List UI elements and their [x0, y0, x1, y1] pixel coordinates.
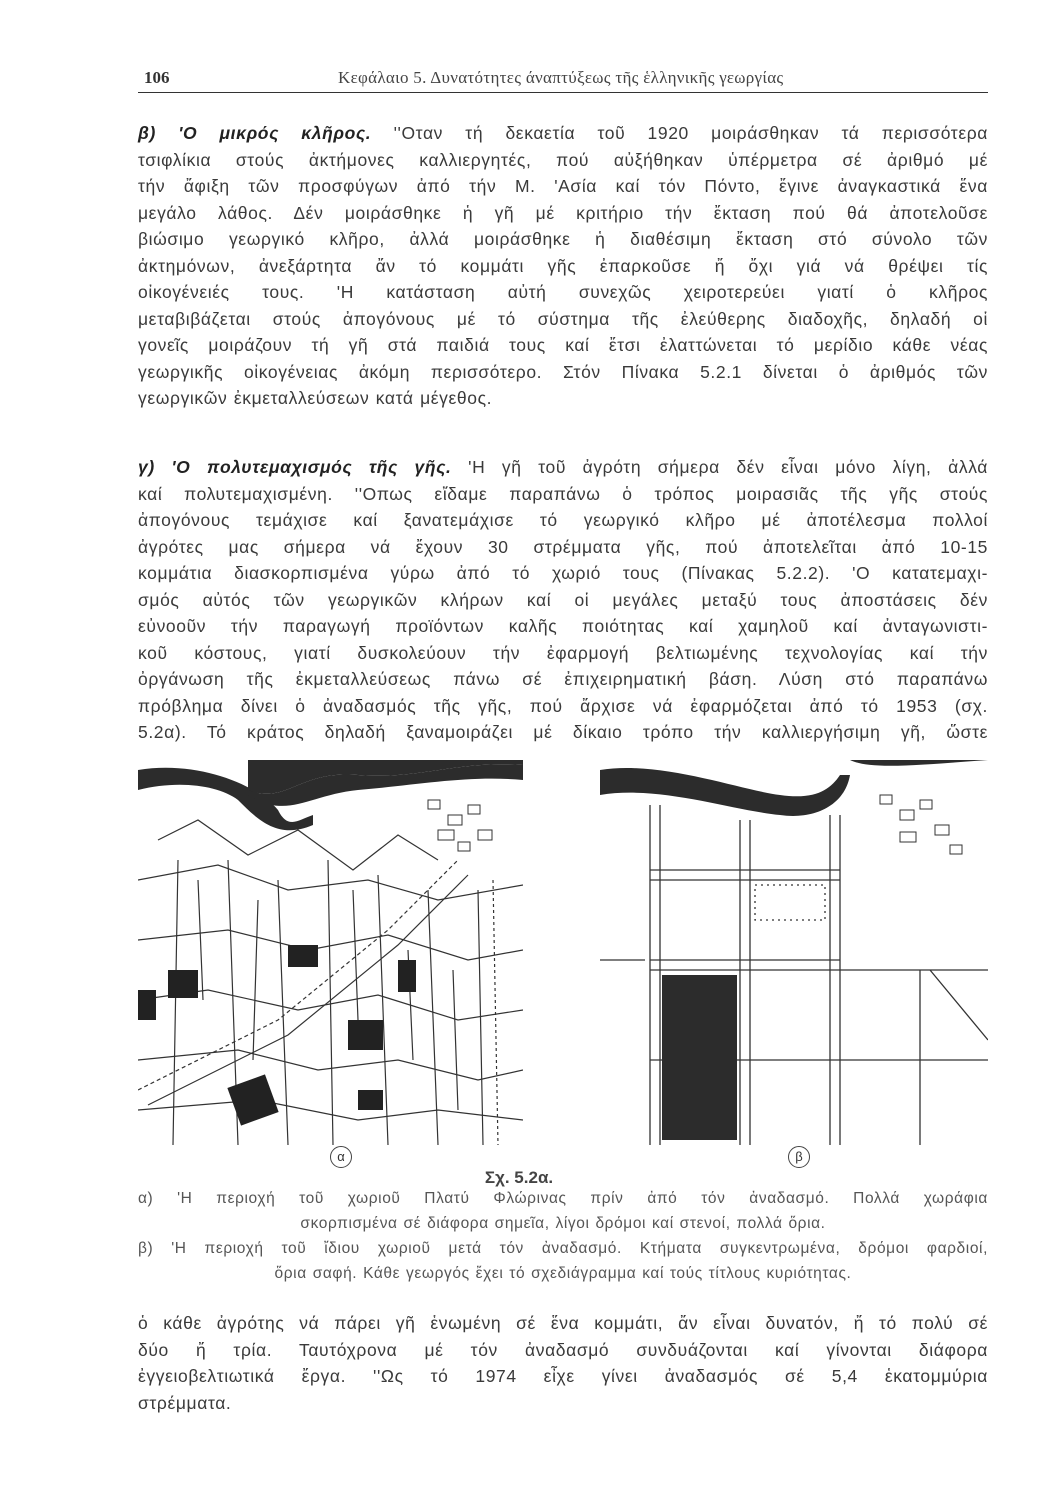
- text-line: [138, 1337, 988, 1364]
- line-text: ἐγγειοβελτιωτικά ἔργα. ''Ως τό 1974 εἶχε γίνει ἀναδασμός σέ 5,4 ἑκατομμύρια: [138, 1366, 988, 1386]
- text-line: [138, 1363, 988, 1390]
- text-line: [138, 693, 988, 720]
- line-text: κομμάτια διασκορπισμένα γύρω ἀπό τό χωριό τους (Πίνακας 5.2.2). 'Ο κατατεμαχι-: [138, 563, 988, 583]
- text-line: [138, 1310, 988, 1337]
- line-text: ὀργάνωση τῆς ἐκμεταλλεύσεως πάνω σέ ἐπιχειρηματική βάση. Λύση στό παραπάνω: [138, 669, 988, 689]
- text-line: [138, 1236, 988, 1261]
- line-text: σκορπισμένα σέ διάφορα σημεῖα, λίγοι δρόμοι καί στενοί, πολλά ὅρια.: [300, 1215, 826, 1232]
- text-line: [138, 481, 988, 508]
- figure-label-a: α: [330, 1146, 352, 1168]
- text-line: [138, 507, 988, 534]
- text-line: [138, 173, 988, 200]
- text-line: [138, 385, 988, 412]
- text-line: [138, 560, 988, 587]
- line-text: ἀγρότες μας σήμερα νά ἔχουν 30 στρέμματα γῆς, πού ἀποτελεῖται ἀπό 10-15: [138, 536, 988, 557]
- map-after-consolidation: [600, 760, 988, 1145]
- line-text: στρέμματα.: [138, 1392, 232, 1413]
- text-line: [138, 1261, 988, 1286]
- section-heading: γ) 'Ο πολυτεμαχισμός τῆς γῆς.: [138, 457, 452, 477]
- line-text: πρόβλημα δίνει ὁ ἀναδασμός τῆς γῆς, πού ἄρχισε νά ἐφαρμόζεται ἀπό τό 1953 (σχ.: [138, 695, 988, 716]
- line-text: γεωργικῆς οἰκογένειας ἀκόμη περισσότερο. Στόν Πίνακα 5.2.1 δίνεται ὁ ἀριθμός τῶν: [138, 361, 988, 382]
- line-text: ἀκτημόνων, ἀνεξάρτητα ἄν τό κομμάτι γῆς ἐπαρκοῦσε ἤ ὄχι γιά νά θρέψει τίς: [138, 255, 988, 276]
- text-line: [138, 147, 988, 174]
- text-line: [138, 613, 988, 640]
- line-text: ὅρια σαφή. Κάθε γεωργός ἔχει τό σχεδιάγραμμα καί τούς τίτλους κυριότητας.: [274, 1265, 852, 1282]
- text-line: [138, 719, 988, 746]
- closing-paragraph: [138, 1310, 988, 1416]
- line-text: τσιφλίκια στούς ἀκτήμονες καλλιεργητές, πού αὐξήθηκαν ὑπέρμετρα σέ ἀριθμό μέ: [138, 149, 988, 170]
- section-heading: β) 'Ο μικρός κλῆρος.: [138, 123, 372, 143]
- figure-label-b: β: [788, 1146, 810, 1168]
- line-text: γονεῖς μοιράζουν τή γῆ στά παιδιά τους καί ἔτσι ἐλαττώνεται τό μερίδιο κάθε νέας: [138, 335, 988, 355]
- text-line: [138, 306, 988, 333]
- line-text: 5.2α). Τό κράτος δηλαδή ξαναμοιράζει μέ δίκαιο τρόπο τήν καλλιεργήσιμη γῆ, ὥστε: [138, 722, 988, 742]
- line-text: β) 'Η περιοχή τοῦ ἴδιου χωριοῦ μετά τόν ἀναδασμό. Κτήματα συγκεντρωμένα, δρόμοι φαρδιοί,: [138, 1240, 988, 1257]
- line-text: μεγάλο λάθος. Δέν μοιράσθηκε ἡ γῆ μέ κριτήριο τήν ἔκταση πού θά ἀποτελοῦσε: [138, 202, 988, 223]
- line-text: σμός αὐτός τῶν γεωργικῶν κλήρων καί οἱ μεγάλες μεταξύ τους ἀποστάσεις δέν: [138, 589, 988, 610]
- line-text: κοῦ κόστους, γιατί δυσκολεύουν τήν ἐφαρμογή βελτιωμένης τεχνολογίας καί τήν: [138, 642, 988, 663]
- text-line: [138, 640, 988, 667]
- text-line: [138, 1211, 988, 1236]
- text-line: [138, 587, 988, 614]
- text-line: [138, 120, 988, 147]
- line-text: δύο ἤ τρία. Ταυτόχρονα μέ τόν ἀναδασμό συνδυάζονται καί γίνονται διάφορα: [138, 1339, 988, 1360]
- line-text: γεωργικῶν ἐκμεταλλεύσεων κατά μέγεθος.: [138, 388, 493, 408]
- text-line: [138, 332, 988, 359]
- page-number: 106: [144, 68, 170, 87]
- text-line: [138, 1390, 988, 1417]
- text-line: [138, 666, 988, 693]
- text-line: [138, 454, 988, 481]
- figure-caption: [138, 1186, 988, 1286]
- text-line: [138, 1186, 988, 1211]
- line-text: μεταβιβάζεται στούς ἀπογόνους μέ τό σύστημα τῆς ἐλεύθερης διαδοχῆς, δηλαδή οἱ: [138, 308, 988, 329]
- figure-title: Σχ. 5.2α.: [484, 1168, 554, 1187]
- chapter-title: Κεφάλαιο 5. Δυνατότητες άναπτύξεως τῆς ἑλληνικῆς γεωργίας: [338, 68, 784, 87]
- map-before-consolidation: [138, 760, 523, 1145]
- text-line: [138, 359, 988, 386]
- running-header: [138, 66, 988, 93]
- line-text: 'Η γῆ τοῦ ἀγρότη σήμερα δέν εἶναι μόνο λίγη, ἀλλά: [451, 457, 989, 477]
- section-fragmentation: [138, 454, 988, 746]
- text-line: [138, 279, 988, 306]
- text-line: [138, 534, 988, 561]
- section-small-holding: [138, 120, 988, 412]
- text-line: [138, 226, 988, 253]
- line-text: εὐνοοῦν τήν παραγωγή προϊόντων καλῆς ποιότητας καί χαμηλοῦ καί ἀνταγωνιστι-: [138, 616, 988, 636]
- line-text: ἀπογόνους τεμάχισε καί ξανατεμάχισε τό γεωργικό κλῆρο μέ ἀποτέλεσμα πολλοί: [138, 510, 988, 530]
- line-text: τήν ἄφιξη τῶν προσφύγων ἀπό τήν Μ. 'Ασία καί τόν Πόντο, ἔγινε ἀναγκαστικά ἕνα: [138, 176, 988, 196]
- line-text: α) 'Η περιοχή τοῦ χωριοῦ Πλατύ Φλώρινας πρίν ἀπό τόν ἀναδασμό. Πολλά χωράφια: [138, 1190, 988, 1207]
- text-line: [138, 253, 988, 280]
- line-text: βιώσιμο γεωργικό κλῆρο, ἀλλά μοιράσθηκε ἡ διαθέσιμη ἔκταση στό σύνολο τῶν: [138, 229, 988, 249]
- text-line: [138, 200, 988, 227]
- line-text: καί πολυτεμαχισμένη. ''Οπως εἴδαμε παραπάνω ὁ τρόπος μοιρασιᾶς τῆς γῆς στούς: [138, 483, 988, 504]
- line-text: ὁ κάθε ἀγρότης νά πάρει γῆ ἑνωμένη σέ ἕνα κομμάτι, ἄν εἶναι δυνατόν, ἤ τό πολύ σέ: [138, 1313, 988, 1333]
- line-text: οἰκογένειές τους. 'Η κατάσταση αὐτή συνεχῶς χειροτερεύει γιατί ὁ κλῆρος: [138, 282, 988, 302]
- line-text: ''Οταν τή δεκαετία τοῦ 1920 μοιράσθηκαν τά περισσότερα: [371, 123, 988, 143]
